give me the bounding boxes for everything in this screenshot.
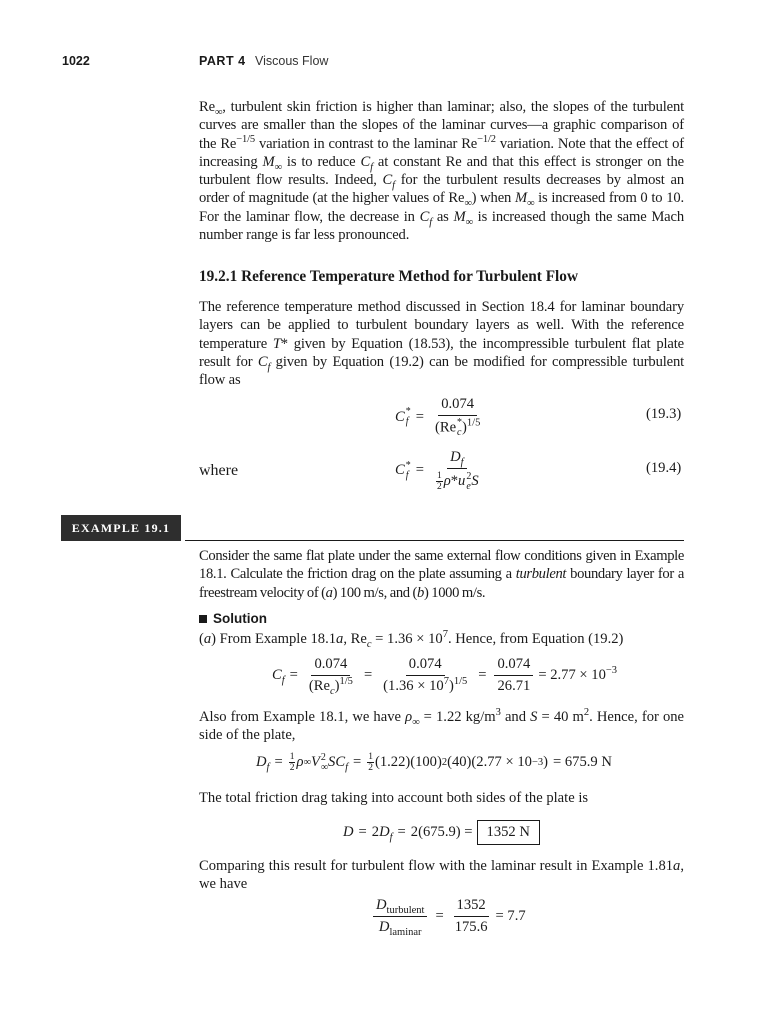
equation-ratio: $\frac{D_{turbulent}}{D_{laminar}}$ = $\frac{1352}{175.6}$ = 7.7 [370,897,526,936]
equation-19-4: C * f = $D_f$ $\frac{1}{2}$ ρ*u 2 e S [395,449,479,492]
running-header [199,54,328,68]
boxed-answer: 1352 N [477,820,540,845]
reference-temperature-paragraph: The reference temperature method discussed in Section 18.4 for laminar boundary layers can be applied to turbulent boundary layers as well. With the reference temperature T* given by Equation (18.53), the incompressible turbulent flat plate result for $C_f$ given by Equation (19.2) can be modified for compressible turbulent flow as [199,299,685,389]
example-statement: Consider the same flat plate under the same external flow conditions given in Example 18.1. Calculate the friction drag on the plate assuming a turbulent boundary layer for a freestream velocity of (a) 100 m/s, and (b) 1000 m/s. [199,548,684,601]
d-expression: 2(675.9) = [410,824,473,840]
density-paragraph: Also from Example 18.1, we have $\rho_\infty = 1.22$ $kg/m^3$ and S = 40 $m^2$. Hence, for one side of the plate, [199,707,685,744]
solution-heading [199,611,267,626]
intro-paragraph: $Re_\infty$, turbulent skin friction is higher than laminar; also, the slopes of the turbulent curves are smaller than the slopes of the laminar curves—a graphic comparison of the $Re^{-1/5}$ variation in contrast to the laminar $Re^{-1/2}$ variation. Note that the effect of increasing $M_\infty$ is to reduce $C_f$ at constant Re and that this effect is stronger on the turbulent flow results. Indeed, $C_f$ for the turbulent results decreases by almost an order of magnitude (at the higher values of $Re_\infty$) when $M_\infty$ is increased from 0 to 10. For the laminar flow, the decrease in $C_f$ as $M_\infty$ is increased though the same Mach number range is far less pronounced. [199,99,684,244]
part-title: Viscous Flow [255,54,329,68]
equation-df: $D_f$ = $\frac{1}{2}$ ρ ∞ V 2 ∞ $SC_f$ = $\frac{1}{2}$ (1.22)(100) 2 (40)(2.77 × 10 −3 ) = 675.9 N [256,751,612,773]
where-label: where [199,462,239,479]
df-expression: (1.22)(100) [374,754,442,770]
part-label: PART 4 [199,54,246,68]
page-number: 1022 [62,54,90,68]
cf-result: = 2.77 × 10 [538,667,606,683]
equation-number-19-4: (19.4) [646,460,682,476]
section-heading: 19.2.1 Reference Temperature Method for Turbulent Flow [199,268,578,285]
equation-total-drag: D = 2 $D_f$ = 2(675.9) = 1352 N [343,820,540,845]
comparison-paragraph: Comparing this result for turbulent flow with the laminar result in Example 1.81a, we have [199,858,684,893]
equation-number-19-3: (19.3) [646,406,682,422]
example-rule [185,540,684,541]
equation-cf: $C_f$ = $\frac{0.074}{(Re_c)^{1/5}}$ = $\frac{0.074}{(1.36 \times 10^7)^{1/5}}$ = $\frac{0.074}{26.71}$ = $2.77 \times 10^{-3}$ [272,656,618,697]
solution-part-a: (a) From Example 18.1a, $Re_c = 1.36 \times 10^7$. Hence, from Equation (19.2) [199,629,624,650]
df-value: = 675.9 N [552,754,612,770]
solution-label: Solution [213,611,267,626]
example-banner: EXAMPLE 19.1 [61,515,181,541]
total-drag-paragraph: The total friction drag taking into account both sides of the plate is [199,790,589,806]
ratio-result: = 7.7 [495,908,526,924]
equation-19-3: C * f = 0.074 (Re * c )$^{1/5}$ [395,396,481,438]
square-bullet-icon [199,615,207,623]
